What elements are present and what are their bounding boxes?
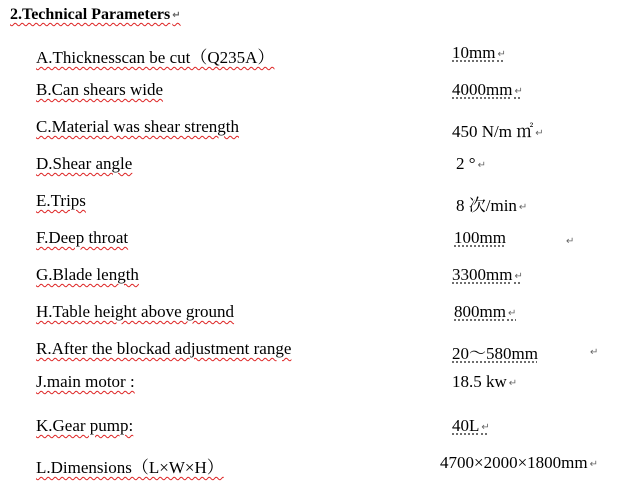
param-label: J.main motor : [36, 372, 135, 391]
param-row-shear-strength [0, 117, 620, 141]
param-label: A.Thicknesscan be cut（Q235A） [36, 48, 275, 67]
param-label: R.After the blockad adjustment range [36, 339, 292, 358]
param-value: 450 N/m ㎡ ↵ [452, 122, 544, 141]
param-value: 100mm [454, 228, 506, 247]
param-row-shear-angle [0, 154, 620, 178]
param-value: 4000mm ↵ [452, 80, 523, 99]
param-value: 2 ° ↵ [456, 154, 486, 173]
paragraph-mark-icon: ↵ [508, 377, 518, 389]
param-label: C.Material was shear strength [36, 117, 239, 136]
param-row-dimensions [0, 453, 620, 477]
section-title-text: 2.Technical Parameters [10, 6, 171, 23]
paragraph-mark-icon: ↵ [590, 347, 599, 358]
param-value: 40L ↵ [452, 416, 490, 435]
param-row-trips [0, 191, 620, 215]
section-title [10, 6, 181, 24]
paragraph-mark-icon: ↵ [535, 127, 544, 139]
param-row-thickness [0, 43, 620, 67]
paragraph-mark-icon: ↵ [497, 48, 506, 60]
param-row-gear-pump [0, 416, 620, 440]
param-row-blade-length [0, 265, 620, 289]
param-label: D.Shear angle [36, 154, 133, 173]
param-value: 3300mm ↵ [452, 265, 523, 284]
param-label: E.Trips [36, 191, 86, 210]
paragraph-mark-icon: ↵ [507, 307, 517, 319]
param-row-blockad-range [0, 339, 620, 363]
paragraph-mark-icon: ↵ [514, 270, 523, 282]
param-row-main-motor [0, 372, 620, 396]
param-value: 800mm ↵ [454, 302, 517, 321]
param-value: 4700×2000×1800mm ↵ [440, 453, 599, 472]
param-value: 8 次/min ↵ [456, 196, 528, 215]
param-label: F.Deep throat [36, 228, 129, 247]
paragraph-mark-icon: ↵ [589, 458, 599, 470]
paragraph-mark-icon: ↵ [566, 236, 575, 247]
paragraph-mark-icon: ↵ [518, 201, 528, 213]
paragraph-mark-icon: ↵ [477, 159, 486, 171]
paragraph-mark-icon: ↵ [172, 9, 181, 21]
param-row-deep-throat [0, 228, 620, 252]
param-label: L.Dimensions（L×W×H） [36, 458, 224, 477]
param-label: B.Can shears wide [36, 80, 164, 99]
param-label: H.Table height above ground [36, 302, 235, 321]
paragraph-mark-icon: ↵ [514, 85, 523, 97]
param-value: 10mm ↵ [452, 43, 506, 62]
param-label: G.Blade length [36, 265, 139, 284]
param-row-shear-width [0, 80, 620, 104]
param-value: 20～580mm [452, 344, 538, 363]
param-row-table-height [0, 302, 620, 326]
param-label: K.Gear pump: [36, 416, 134, 435]
param-value: 18.5 kw ↵ [452, 372, 518, 391]
paragraph-mark-icon: ↵ [481, 421, 490, 433]
